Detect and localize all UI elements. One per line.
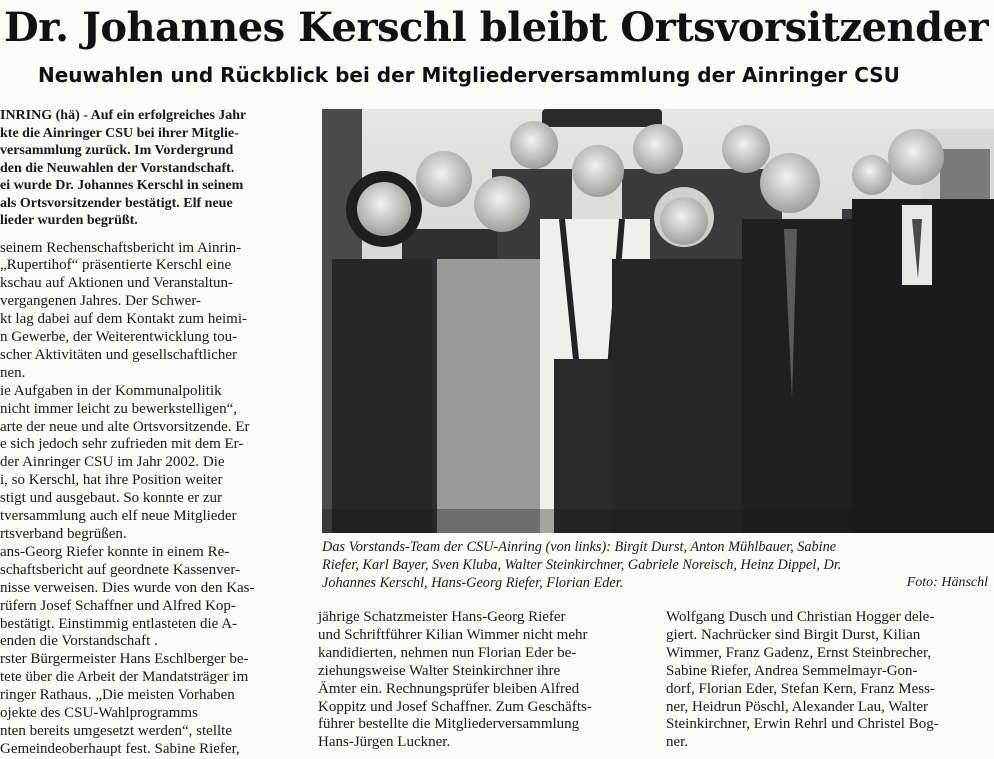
article-subheadline: Neuwahlen und Rückblick bei der Mitgliederversammlung der Ainringer CSU [38,63,900,87]
article-lead: INRING (hä) - Auf ein erfolgreiches Jahr kte die Ainringer CSU bei ihrer Mitglie- versammlung zurück. Im Vordergrund den die Neuwahlen der Vorstandschaft. ei wurde Dr. Johannes Kerschl in seinem als Ortsvorsitzender bestätigt. Elf neue lieder wurden begrüßt. [0,108,247,228]
article-paragraph: seinem Rechenschaftsbericht im Ainrin- „Rupertihof“ präsentierte Kerschl eine kschau auf Aktionen und Veranstaltun- vergangenen Jahres. Der Schwer- kt lag dabei auf dem Kontakt zum heimi- n Gewerbe, der Weiterentwicklung tou- scher Aktivitäten und gesellschaftlicher nen. [0,239,248,381]
article-column-1 [0,107,304,757]
article-headline: Dr. Johannes Kerschl bleibt Ortsvorsitzender [4,4,989,51]
article-column-2 [318,609,648,751]
article-paragraph: ans-Georg Riefer konnte in einem Re- schaftsbericht auf geordnete Kassenver- nisse verweisen. Dies wurde von den Kas- rüfern Josef Schaffner und Alfred Kop- bestätigt. Einstimmig entlasteten die A- enden die Vorstandschaft . [0,543,255,650]
csu-banner [542,109,662,127]
article-paragraph: Wolfgang Dusch und Christian Hogger dele- giert. Nachrücker sind Birgit Durst, Kilian Wimmer, Franz Gadenz, Ernst Steinbrecher, Sabine Riefer, Andrea Semmelmayr-Gon- dorf, Florian Eder, Stefan Kern, Franz Mess- ner, Heidrun Pöschl, Alexander Lau, Walter Steinkirchner, Erwin Rehrl und Christel Bog- ner. [666,609,939,751]
group-photo [322,109,994,533]
article-paragraph: rster Bürgermeister Hans Eschlberger be- tete über die Arbeit der Mandatsträger im ringer Rathaus. „Die meisten Vorhaben ojekte des CSU-Wahlprogramms nten bereits umgesetzt werden“, stellte Gemeindeoberhaupt fest. Sabine Riefer, [0,651,249,757]
article-column-3 [666,609,994,751]
article-paragraph: jährige Schatzmeister Hans-Georg Riefer und Schriftführer Kilian Wimmer nicht mehr kandidierten, nehmen nun Florian Eder be- ziehungsweise Walter Steinkirchner ihre Ämter ein. Rechnungsprüfer bleiben Alfred Koppitz und Josef Schaffner. Zum Geschäfts- führer bestellte die Mitgliederversammlung Hans-Jürgen Luckner. [318,609,592,751]
article-paragraph: ie Aufgaben in der Kommunalpolitik nicht immer leicht zu bewerkstelligen“, arte der neue und alte Ortsvorsitzende. Er e sich jedoch sehr zufrieden mit dem Er- der Ainringer CSU im Jahr 2002. Die i, so Kerschl, hat ihre Position weiter stigt und ausgebaut. So konnte er zur tversammlung auch elf neue Mitglieder rtsverband begrüßen. [0,382,250,542]
photo-credit: Foto: Hänschl [906,575,988,590]
photo-caption: Das Vorstands-Team der CSU-Ainring (von links): Birgit Durst, Anton Mühlbauer, Sabine Riefer, Karl Bayer, Sven Kluba, Walter Steinkirchner, Gabriele Noreisch, Heinz Dippel, Dr. Johannes Kerschl, Hans-Georg Riefer, Florian Eder. [322,539,842,591]
